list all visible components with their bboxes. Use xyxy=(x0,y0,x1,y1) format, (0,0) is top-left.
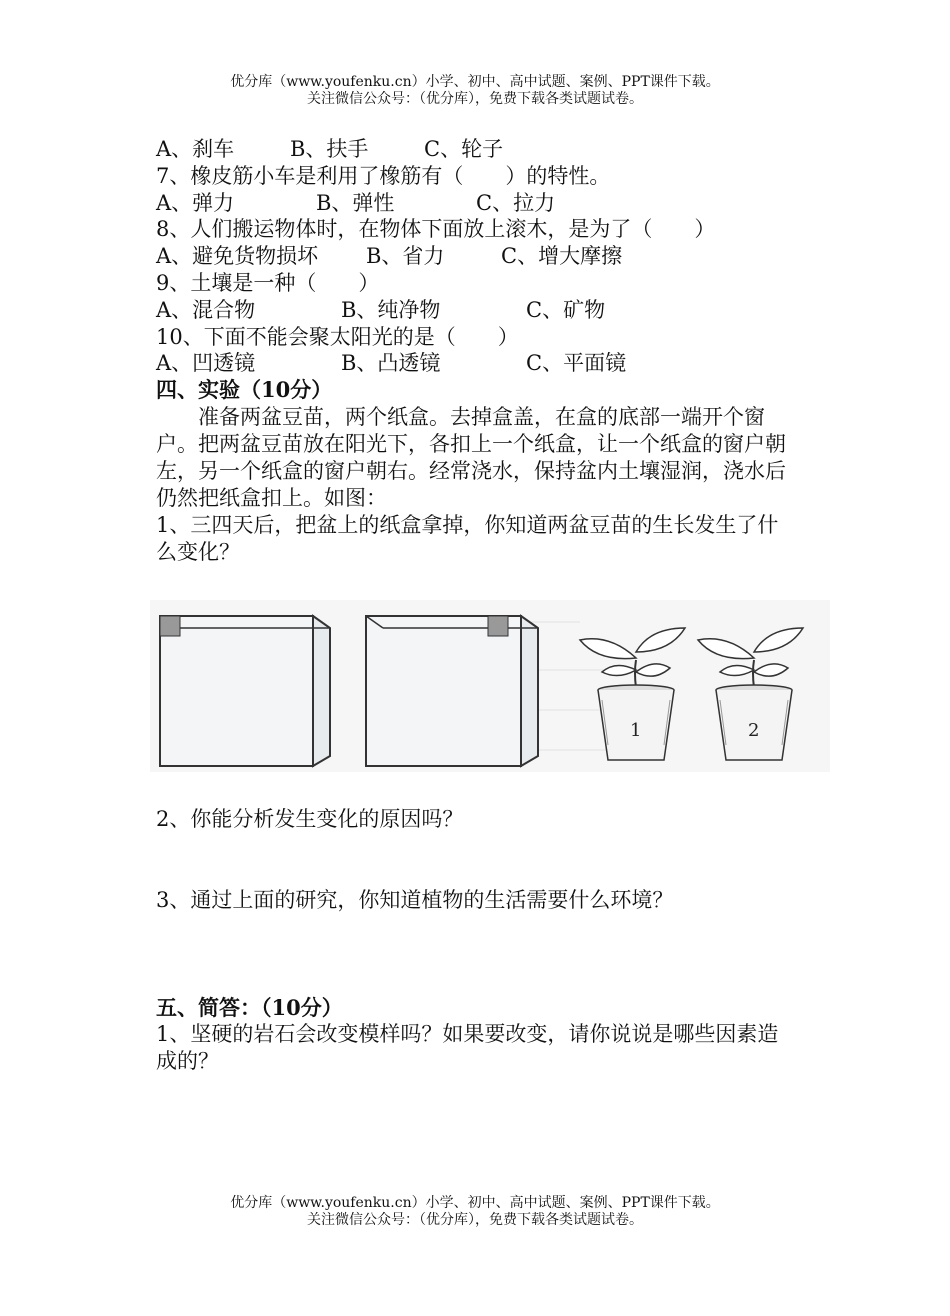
exam-content xyxy=(156,136,796,566)
q6-option-a: A、刹车 xyxy=(156,137,235,161)
page-header xyxy=(0,74,950,108)
section5-q1: 1、坚硬的岩石会改变模样吗？如果要改变，请你说说是哪些因素造成的？ xyxy=(156,1022,779,1073)
q7-option-c: C、拉力 xyxy=(476,190,556,215)
bean-seedling-pot-2 xyxy=(698,628,803,760)
paper-box-window-left xyxy=(160,616,330,766)
section4-title: 四、实验（10分） xyxy=(156,377,333,403)
q8-option-a: A、避免货物损坏 xyxy=(156,244,319,269)
q8-option-b: B、省力 xyxy=(366,244,445,269)
q10-option-a: A、凹透镜 xyxy=(156,351,256,376)
header-line-2: 关注微信公众号：（优分库），免费下载各类试题试卷。 xyxy=(307,91,643,107)
window-right xyxy=(488,616,508,636)
q9-options xyxy=(156,297,796,324)
paper-box-window-right xyxy=(366,616,538,766)
section4-q3: 3、通过上面的研究，你知道植物的生活需要什么环境？ xyxy=(156,888,674,912)
q8-option-c: C、增大摩擦 xyxy=(501,244,623,269)
section5-title: 五、简答：（10分） xyxy=(156,995,343,1020)
pot-label-2: 2 xyxy=(748,720,760,741)
section4-q1: 1、三四天后，把盆上的纸盒拿掉，你知道两盆豆苗的生长发生了什么变化？ xyxy=(156,512,779,564)
q8-stem: 8、人们搬运物体时，在物体下面放上滚木，是为了（ ） xyxy=(156,217,716,242)
q7-stem: 7、橡皮筋小车是利用了橡筋有（ ）的特性。 xyxy=(156,163,611,188)
q7-option-b: B、弹性 xyxy=(316,190,395,215)
experiment-illustration xyxy=(150,600,830,772)
q9-option-a: A、混合物 xyxy=(156,297,256,322)
section4-q2: 2、你能分析发生变化的原因吗？ xyxy=(156,807,464,831)
q10-options xyxy=(156,350,796,377)
page-footer xyxy=(0,1195,950,1229)
q6-option-c: C、轮子 xyxy=(424,137,504,161)
q9-option-c: C、矿物 xyxy=(526,297,606,322)
footer-line-1: 优分库（www.youfenku.cn）小学、初中、高中试题、案例、PPT课件下载。 xyxy=(230,1195,720,1211)
section4-intro: 准备两盆豆苗，两个纸盒。去掉盒盖，在盒的底部一端开个窗户。把两盆豆苗放在阳光下，各扣上一个纸盒，让一个纸盒的窗户朝左，另一个纸盒的窗户朝右。经常浇水，保持盆内土壤湿润，浇水后仍然把纸盒扣上。如图： xyxy=(156,404,786,510)
q8-options xyxy=(156,243,796,270)
header-line-1: 优分库（www.youfenku.cn）小学、初中、高中试题、案例、PPT课件下载。 xyxy=(230,74,720,90)
window-left xyxy=(160,616,180,636)
q9-option-b: B、纯净物 xyxy=(341,297,441,322)
bean-seedling-pot-1 xyxy=(580,628,685,760)
pot-label-1: 1 xyxy=(630,720,642,741)
q10-stem: 10、下面不能会聚太阳光的是（ ） xyxy=(156,324,519,349)
q6-option-b: B、扶手 xyxy=(290,137,369,161)
footer-line-2: 关注微信公众号：（优分库），免费下载各类试题试卷。 xyxy=(307,1212,643,1228)
experiment-figure xyxy=(150,600,830,772)
q10-option-c: C、平面镜 xyxy=(526,351,627,376)
q6-options xyxy=(156,136,796,163)
q9-stem: 9、土壤是一种（ ） xyxy=(156,270,380,295)
q7-option-a: A、弹力 xyxy=(156,190,235,215)
q7-options xyxy=(156,190,796,217)
q10-option-b: B、凸透镜 xyxy=(341,351,441,376)
